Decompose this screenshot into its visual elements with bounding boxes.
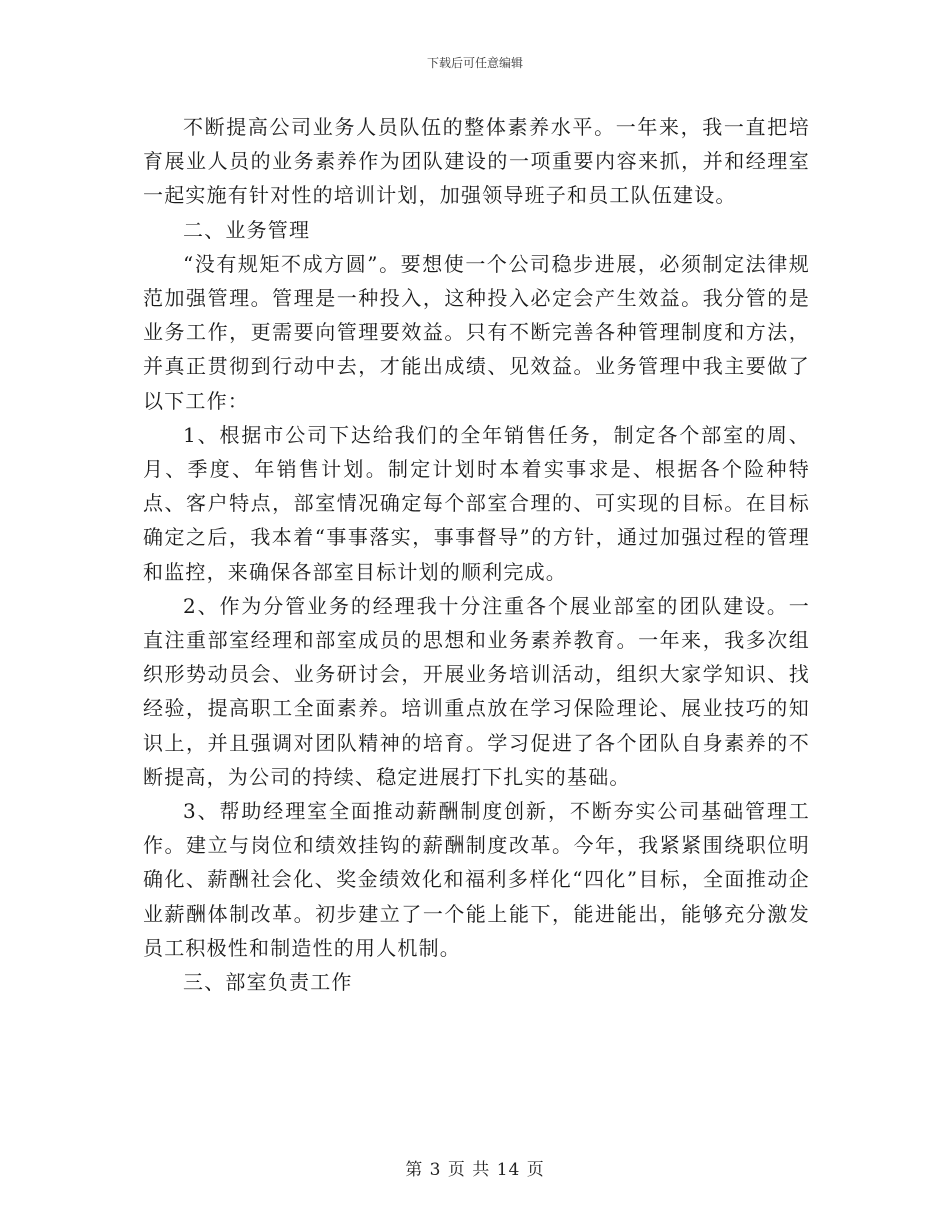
page-header-note: 下载后可任意编辑 <box>426 56 523 70</box>
paragraph-team-quality: 不断提高公司业务人员队伍的整体素养水平。一年来，我一直把培育展业人员的业务素养作为团队建设的一项重要内容来抓，并和经理室一起实施有针对性的培训计划，加强领导班子和员工队伍建设。 <box>143 115 810 208</box>
document-body <box>143 110 810 999</box>
page-number-footer: 第 3 页 共 14 页 <box>405 1160 545 1180</box>
paragraph-item-3-salary-reform: 3、帮助经理室全面推动薪酬制度创新，不断夯实公司基础管理工作。建立与岗位和绩效挂钩的薪酬制度改革。今年，我紧紧围绕职位明确化、薪酬社会化、奖金绩效化和福利多样化“四化”目标，全面推动企业薪酬体制改革。初步建立了一个能上能下，能进能出，能够充分激发员工积极性和制造性的用人机制。 <box>143 799 810 960</box>
paragraph-item-1-sales-plan: 1、根据市公司下达给我们的全年销售任务，制定各个部室的周、月、季度、年销售计划。制定计划时本着实事求是、根据各个险种特点、客户特点，部室情况确定每个部室合理的、可实现的目标。在目标确定之后，我本着“事事落实，事事督导”的方针，通过加强过程的管理和监控，来确保各部室目标计划的顺利完成。 <box>143 422 810 584</box>
section-heading-department-work: 三、部室负责工作 <box>183 970 353 995</box>
section-heading-business-management: 二、业务管理 <box>183 217 311 242</box>
paragraph-management-intro: “没有规矩不成方圆”。要想使一个公司稳步进展，必须制定法律规范加强管理。管理是一种投入，这种投入必定会产生效益。我分管的是业务工作，更需要向管理要效益。只有不断完善各种管理制度和方法，并真正贯彻到行动中去，才能出成绩、见效益。业务管理中我主要做了以下工作： <box>143 251 810 413</box>
paragraph-item-2-team-building: 2、作为分管业务的经理我十分注重各个展业部室的团队建设。一直注重部室经理和部室成员的思想和业务素养教育。一年来，我多次组织形势动员会、业务研讨会，开展业务培训活动，组织大家学知识、找经验，提高职工全面素养。培训重点放在学习保险理论、展业技巧的知识上，并且强调对团队精神的培育。学习促进了各个团队自身素养的不断提高，为公司的持续、稳定进展打下扎实的基础。 <box>143 593 810 789</box>
